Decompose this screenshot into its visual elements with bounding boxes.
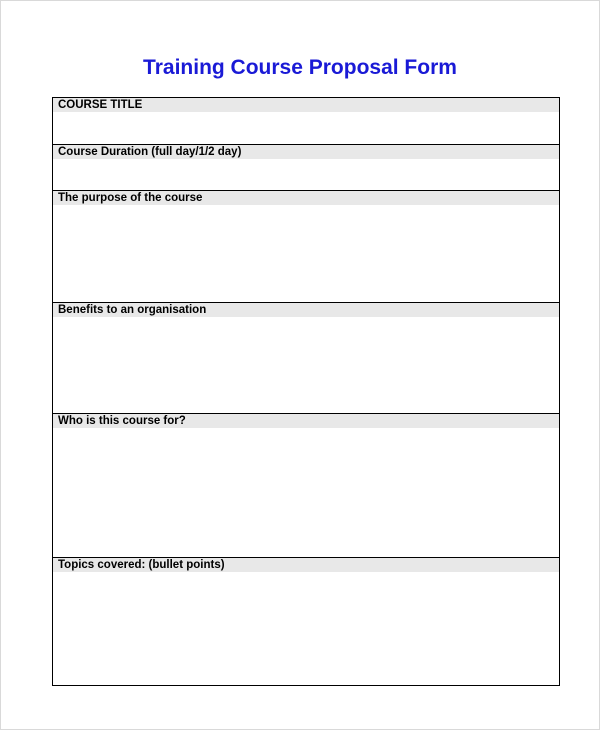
purpose-field[interactable] (53, 205, 559, 302)
benefits-field[interactable] (53, 317, 559, 413)
proposal-form (52, 97, 560, 686)
course-title-field[interactable] (53, 112, 559, 144)
topics-field[interactable] (53, 572, 559, 685)
section-topics (53, 557, 559, 685)
audience-field[interactable] (53, 428, 559, 557)
section-course-title (53, 98, 559, 144)
section-purpose (53, 190, 559, 302)
section-label: Benefits to an organisation (53, 303, 559, 317)
form-title: Training Course Proposal Form (143, 56, 457, 79)
section-course-duration (53, 144, 559, 190)
section-benefits (53, 302, 559, 413)
section-audience (53, 413, 559, 557)
section-label: Topics covered: (bullet points) (53, 558, 559, 572)
course-duration-field[interactable] (53, 159, 559, 190)
section-label: COURSE TITLE (53, 98, 559, 112)
section-label: The purpose of the course (53, 191, 559, 205)
section-label: Course Duration (full day/1/2 day) (53, 145, 559, 159)
section-label: Who is this course for? (53, 414, 559, 428)
